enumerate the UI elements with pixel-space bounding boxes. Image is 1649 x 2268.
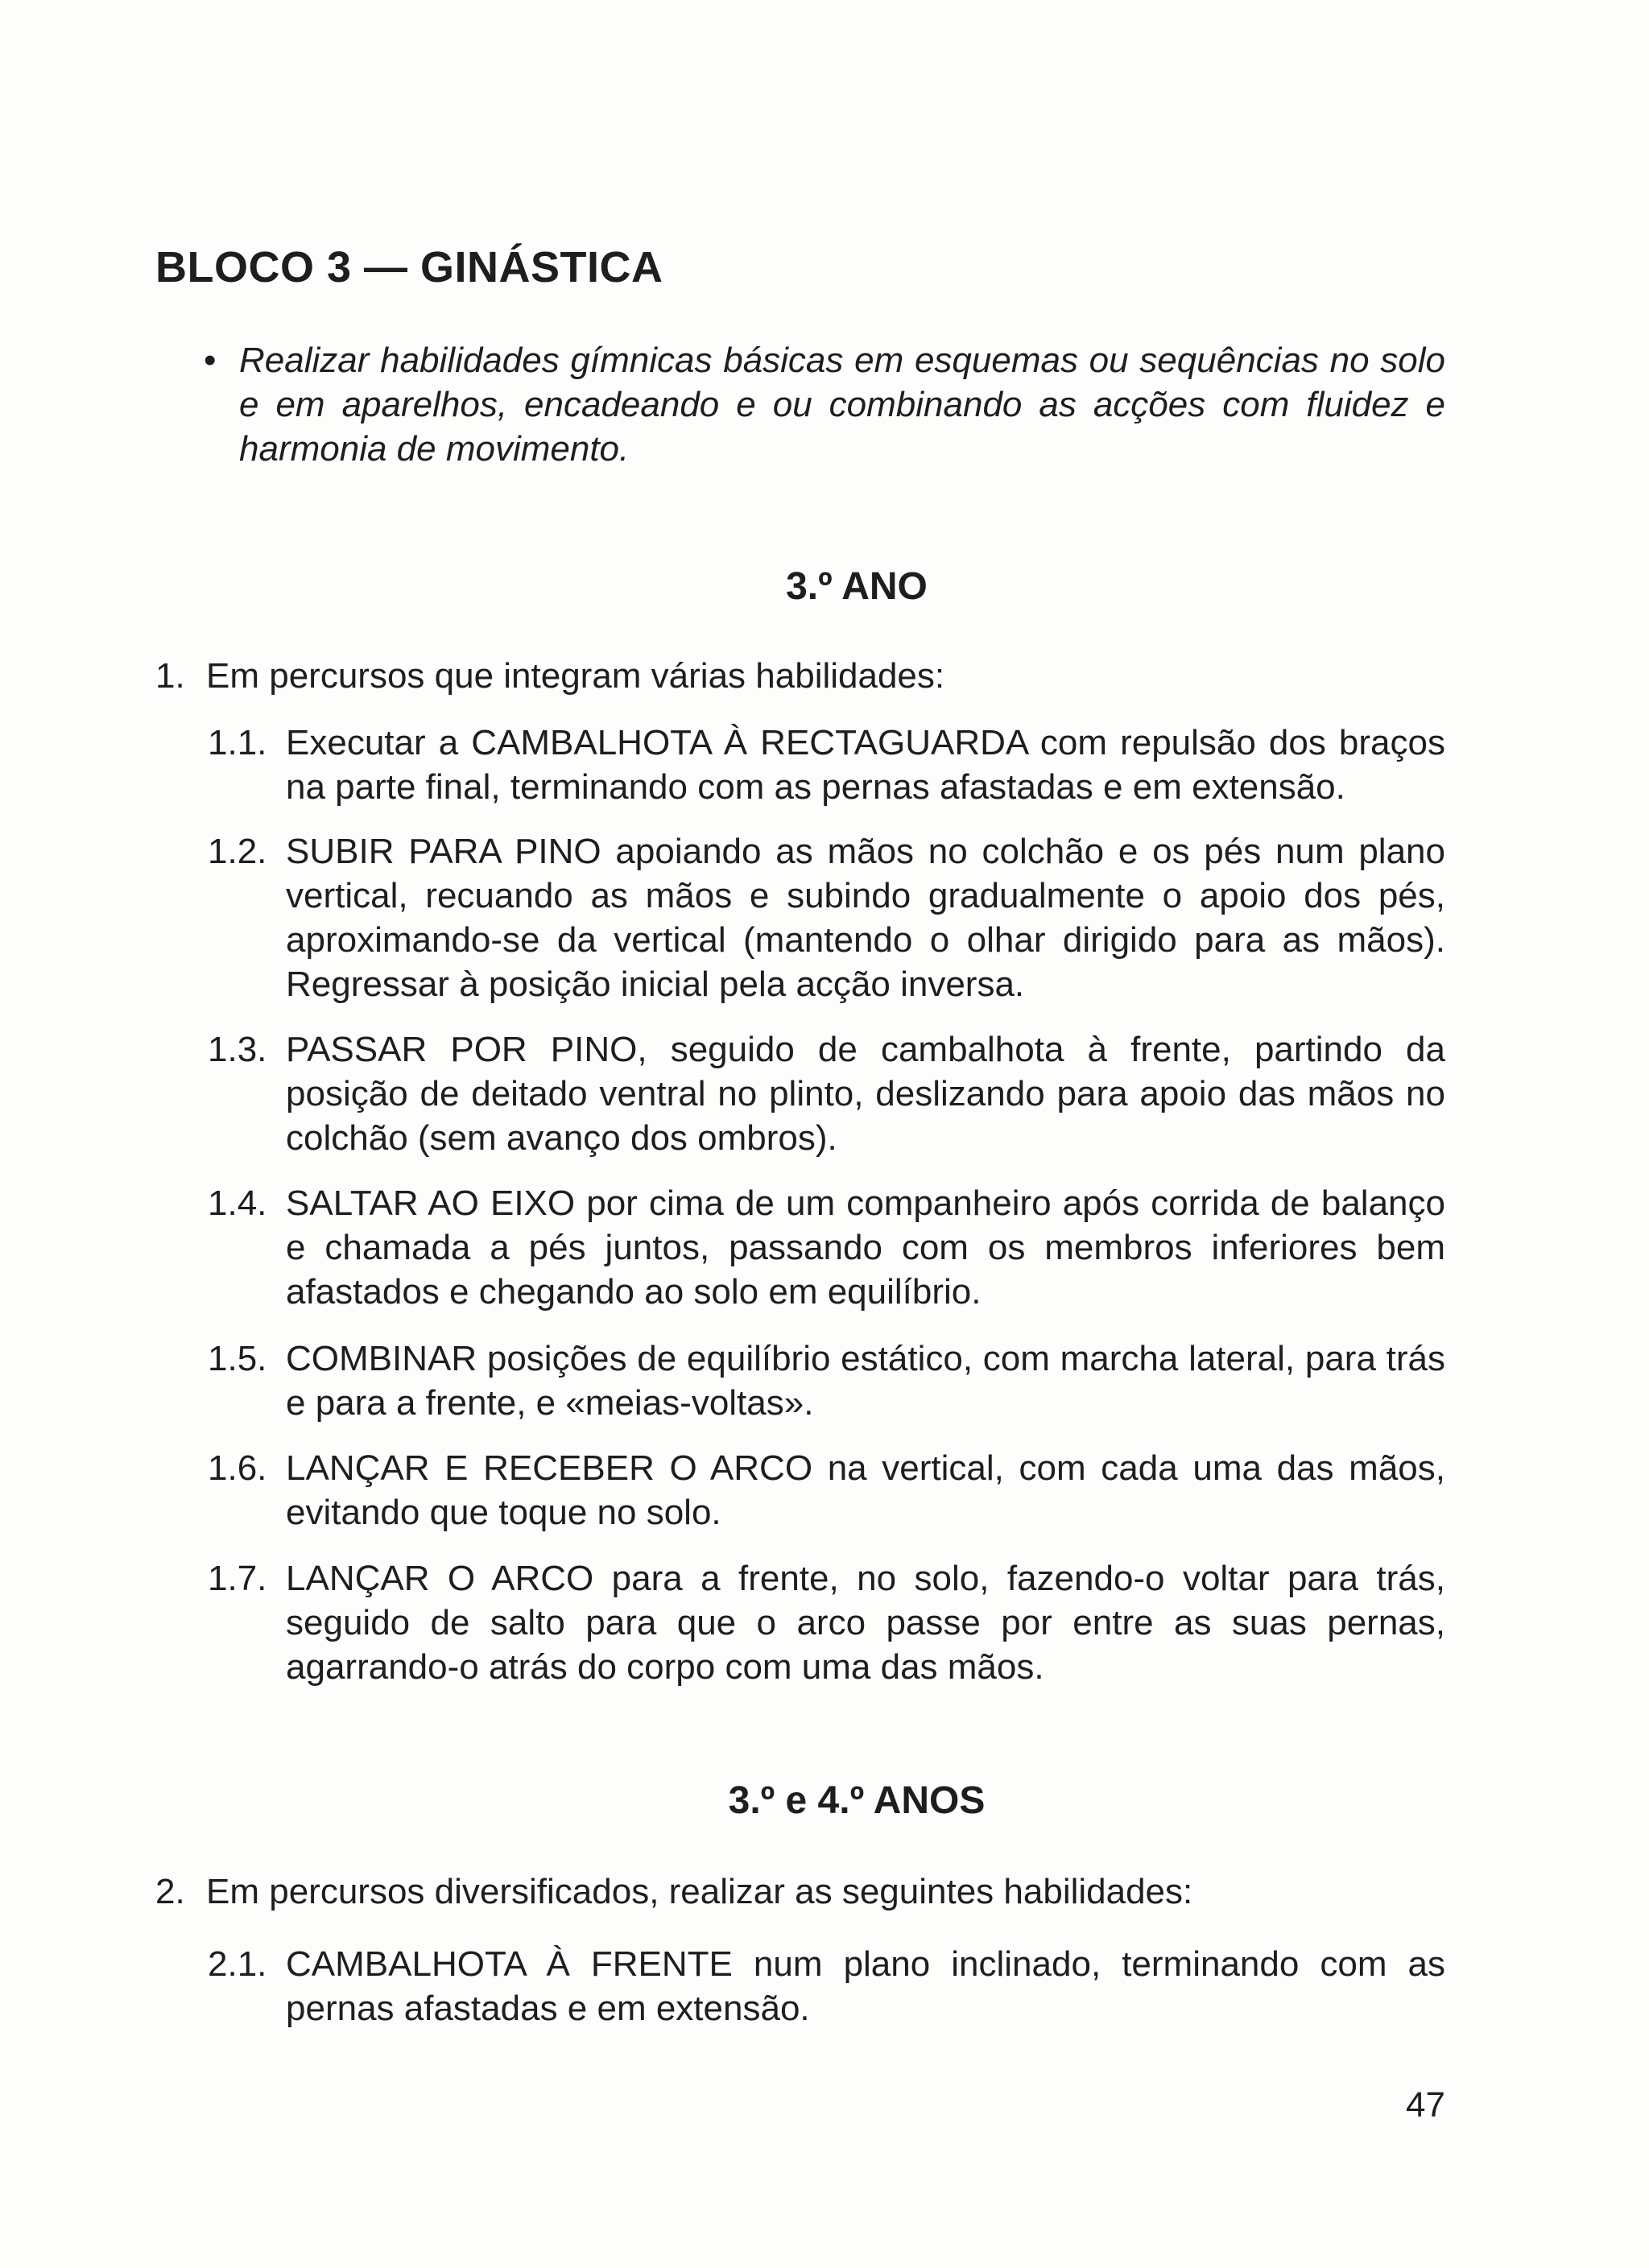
- objective-paragraph: [205, 338, 1445, 471]
- sub-item-1-4: [208, 1181, 1445, 1314]
- sub-item-2-1: [208, 1942, 1445, 2030]
- sub-item-number: 1.6.: [208, 1448, 267, 1488]
- sub-item-text: COMBINAR posições de equilíbrio estático, com marcha lateral, para trás e para a frente, e «meias-voltas».: [286, 1339, 1445, 1423]
- sub-item-text: Executar a CAMBALHOTA À RECTAGUARDA com repulsão dos braços na parte final, terminando com as pernas afastadas e em extensão.: [286, 723, 1445, 807]
- item-text: Em percursos diversificados, realizar as seguintes habilidades:: [206, 1872, 1193, 1911]
- sub-item-text: SUBIR PARA PINO apoiando as mãos no colchão e os pés num plano vertical, recuando as mãos e subindo gradualmente o apoio dos pés, aproximando-se da vertical (mantendo o olhar dirigido para as mãos). Regressar à posição inicial pela acção inversa.: [286, 832, 1445, 1004]
- sub-item-text: SALTAR AO EIXO por cima de um companheiro após corrida de balanço e chamada a pés juntos, passando com os membros inferiores bem afastados e chegando ao solo em equilíbrio.: [286, 1184, 1445, 1312]
- sub-item-text: CAMBALHOTA À FRENTE num plano inclinado, terminando com as pernas afastadas e em extensão.: [286, 1944, 1445, 2028]
- sub-item-text: LANÇAR O ARCO para a frente, no solo, fazendo-o voltar para trás, seguido de salto para que o arco passe por entre as suas pernas, agarrando-o atrás do corpo com uma das mãos.: [286, 1559, 1445, 1687]
- list-item-1: [155, 654, 1444, 698]
- block-title: BLOCO 3 — GINÁSTICA: [155, 243, 663, 291]
- sub-item-text: PASSAR POR PINO, seguido de cambalhota à frente, partindo da posição de deitado ventral no plinto, deslizando para apoio das mãos no colchão (sem avanço dos ombros).: [286, 1030, 1445, 1158]
- list-item-2: [155, 1869, 1444, 1914]
- item-number: 1.: [155, 656, 185, 696]
- page-number: 47: [1406, 2085, 1445, 2125]
- bullet-icon: •: [204, 341, 217, 380]
- sub-item-text: LANÇAR E RECEBER O ARCO na vertical, com cada uma das mãos, evitando que toque no solo.: [286, 1448, 1445, 1532]
- item-text: Em percursos que integram várias habilidades:: [206, 656, 945, 696]
- sub-item-number: 1.2.: [208, 832, 267, 871]
- sub-item-number: 1.3.: [208, 1030, 267, 1069]
- sub-item-1-1: [208, 721, 1445, 809]
- sub-item-1-2: [208, 829, 1445, 1006]
- sub-item-1-3: [208, 1027, 1445, 1160]
- sub-item-1-7: [208, 1556, 1445, 1689]
- sub-item-number: 1.5.: [208, 1339, 267, 1378]
- objective-text: Realizar habilidades gímnicas básicas em esquemas ou sequências no solo e em aparelhos, encadeando e ou combinando as acções com fluidez e harmonia de movimento.: [239, 341, 1445, 469]
- sub-item-number: 2.1.: [208, 1944, 267, 1984]
- section-heading-3-4-anos: 3.º e 4.º ANOS: [728, 1779, 986, 1822]
- sub-item-number: 1.1.: [208, 723, 267, 762]
- item-number: 2.: [155, 1872, 185, 1911]
- sub-item-1-6: [208, 1446, 1445, 1535]
- sub-item-number: 1.4.: [208, 1184, 267, 1223]
- section-heading-3-ano: 3.º ANO: [786, 565, 928, 608]
- sub-item-number: 1.7.: [208, 1559, 267, 1598]
- sub-item-1-5: [208, 1336, 1445, 1425]
